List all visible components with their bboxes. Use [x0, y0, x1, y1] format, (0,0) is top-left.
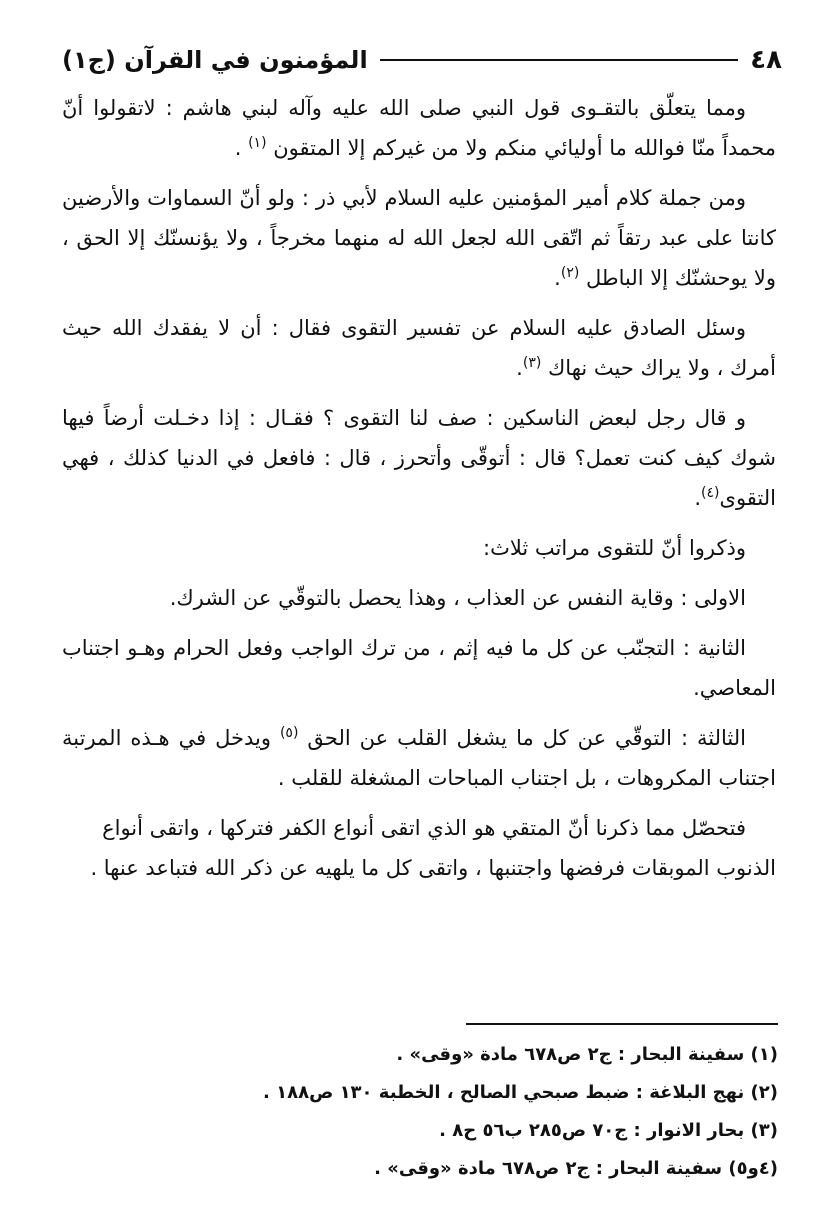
paragraph: وذكروا أنّ للتقوى مراتب ثلاث:: [483, 536, 746, 560]
footnote-marker: (٤): [701, 485, 720, 501]
page-number: ٤٨: [750, 45, 782, 75]
footnote: (٣) بحار الانوار : ج٧٠ ص٢٨٥ ب٥٦ ح٨ .: [439, 1120, 778, 1141]
paragraph: الثالثة : التوقّي عن كل ما يشغل القلب عن الحق $^{(٥)}$ ويدخل في هـذه المرتبة اجتناب المكروهات ، بل اجتناب المباحات المشغلة للقلب .: [62, 725, 776, 790]
paragraph: ومن جملة كلام أمير المؤمنين عليه السلام لأبي ذر : ولو أنّ السماوات والأرضين كانتا على عبد رتقاً ثم اتّقى الله لجعل الله له منهما مخرجاً ، ولا يؤنسنّك إلا الحق ، ولا يوحشنّك إلا الباطل $^{(٢)}$.: [62, 186, 776, 290]
footnote-marker: (٣): [522, 355, 542, 371]
footnotes: [90, 1036, 778, 1188]
main-text: [62, 88, 776, 898]
header-rule: [380, 59, 739, 61]
footnote: (٤و٥) سفينة البحار : ج٢ ص٦٧٨ مادة «وقى» .: [374, 1158, 778, 1179]
paragraph: الثانية : التجنّب عن كل ما فيه إثم ، من ترك الواجب وفعل الحرام وهـو اجتناب المعاصي.: [62, 636, 776, 700]
footnote-rule: [466, 1023, 778, 1025]
running-header: [62, 38, 782, 82]
footnote-marker: (٢): [560, 265, 580, 281]
paragraph: ومما يتعلّق بالتقـوى قول النبي صلى الله عليه وآله لبني هاشم : لاتقولوا أنّ محمداً منّا فوالله ما أوليائي منكم ولا من غيركم إلا المتقون $^{(١)}$ .: [62, 96, 776, 160]
footnote: (١) سفينة البحار : ج٢ ص٦٧٨ مادة «وقى» .: [396, 1044, 778, 1065]
paragraph: وسئل الصادق عليه السلام عن تفسير التقوى فقال : أن لا يفقدك الله حيث أمرك ، ولا يراك حيث نهاك $^{(٣)}$.: [62, 316, 776, 380]
footnote: (٢) نهج البلاغة : ضبط صبحي الصالح ، الخطبة ١٣٠ ص١٨٨ .: [263, 1082, 778, 1103]
paragraph: الاولى : وقاية النفس عن العذاب ، وهذا يحصل بالتوقّي عن الشرك.: [169, 586, 746, 610]
footnote-marker: (٥): [279, 725, 299, 741]
running-title: المؤمنون في القرآن (ج١): [62, 46, 368, 74]
paragraph: فتحصّل مما ذكرنا أنّ المتقي هو الذي اتقى أنواع الكفر فتركها ، واتقى أنواع الذنوب الموبقات فرفضها واجتنبها ، واتقى كل ما يلهيه عن ذكر الله فتباعد عنها .: [90, 816, 776, 880]
footnote-marker: (١): [248, 135, 267, 151]
paragraph: و قال رجل لبعض الناسكين : صف لنا التقوى ؟ فقـال : إذا دخـلت أرضاً فيها شوك كيف كنت تعمل؟ قال : أتوقّى وأتحرز ، قال : فافعل في الدنيا كذلك ، فهي التقوى$^{(٤)}$.: [62, 406, 776, 510]
